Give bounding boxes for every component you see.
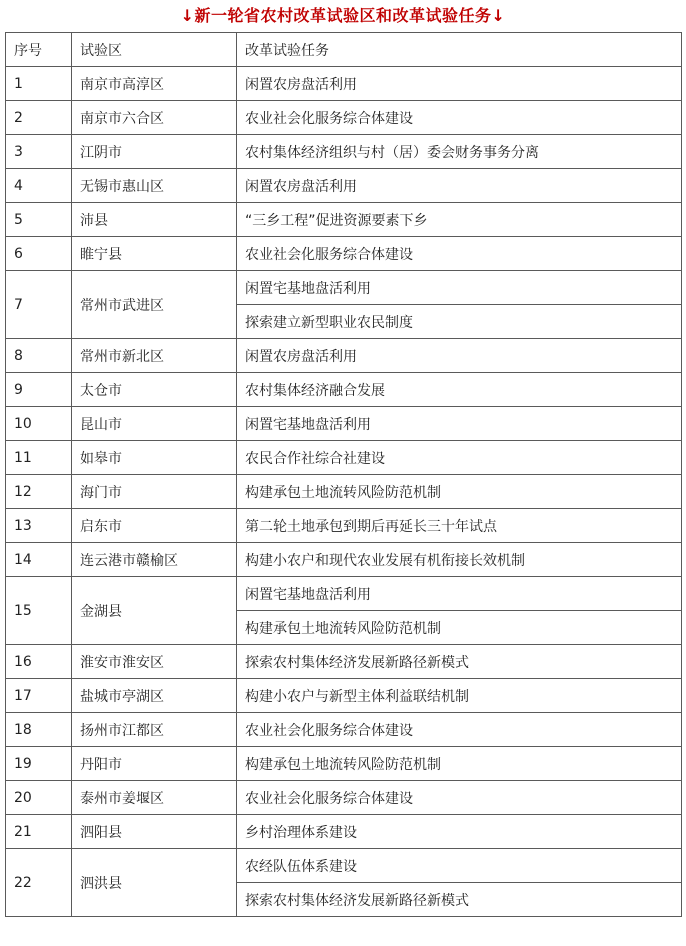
cell-number: 20 bbox=[6, 781, 72, 815]
column-header-trial-area: 试验区 bbox=[72, 33, 237, 67]
cell-trial-area: 泗阳县 bbox=[72, 815, 237, 849]
table-row bbox=[6, 237, 682, 271]
cell-trial-area: 常州市武进区 bbox=[72, 271, 237, 339]
cell-number: 3 bbox=[6, 135, 72, 169]
page-title: ↓新一轮省农村改革试验区和改革试验任务↓ bbox=[180, 6, 506, 25]
cell-trial-area: 泰州市姜堰区 bbox=[72, 781, 237, 815]
cell-number: 17 bbox=[6, 679, 72, 713]
cell-trial-area: 昆山市 bbox=[72, 407, 237, 441]
cell-reform-task: 农村集体经济融合发展 bbox=[237, 373, 682, 407]
table-row bbox=[6, 271, 682, 305]
table-row bbox=[6, 577, 682, 611]
table-row bbox=[6, 67, 682, 101]
table-row bbox=[6, 849, 682, 883]
cell-reform-task: 第二轮土地承包到期后再延长三十年试点 bbox=[237, 509, 682, 543]
table-row bbox=[6, 815, 682, 849]
cell-reform-task: 探索农村集体经济发展新路径新模式 bbox=[237, 645, 682, 679]
cell-reform-task: 农业社会化服务综合体建设 bbox=[237, 237, 682, 271]
cell-reform-task: 农村集体经济组织与村（居）委会财务事务分离 bbox=[237, 135, 682, 169]
cell-trial-area: 江阴市 bbox=[72, 135, 237, 169]
cell-reform-task: 农民合作社综合社建设 bbox=[237, 441, 682, 475]
cell-reform-task: 闲置宅基地盘活利用 bbox=[237, 271, 682, 305]
table-row bbox=[6, 679, 682, 713]
cell-reform-task: 探索农村集体经济发展新路径新模式 bbox=[237, 883, 682, 917]
cell-number: 21 bbox=[6, 815, 72, 849]
cell-reform-task: 闲置农房盘活利用 bbox=[237, 169, 682, 203]
cell-trial-area: 常州市新北区 bbox=[72, 339, 237, 373]
column-header-reform-task: 改革试验任务 bbox=[237, 33, 682, 67]
cell-number: 11 bbox=[6, 441, 72, 475]
table-row bbox=[6, 203, 682, 237]
cell-trial-area: 南京市高淳区 bbox=[72, 67, 237, 101]
cell-trial-area: 太仓市 bbox=[72, 373, 237, 407]
cell-number: 10 bbox=[6, 407, 72, 441]
cell-trial-area: 海门市 bbox=[72, 475, 237, 509]
table-row bbox=[6, 781, 682, 815]
cell-trial-area: 睢宁县 bbox=[72, 237, 237, 271]
cell-number: 22 bbox=[6, 849, 72, 917]
table-row bbox=[6, 373, 682, 407]
cell-reform-task: 构建承包土地流转风险防范机制 bbox=[237, 747, 682, 781]
cell-reform-task: “三乡工程”促进资源要素下乡 bbox=[237, 203, 682, 237]
cell-trial-area: 如皋市 bbox=[72, 441, 237, 475]
cell-number: 2 bbox=[6, 101, 72, 135]
cell-trial-area: 淮安市淮安区 bbox=[72, 645, 237, 679]
table-body bbox=[6, 67, 682, 917]
table-row bbox=[6, 509, 682, 543]
table-header-row bbox=[6, 33, 682, 67]
table-row bbox=[6, 169, 682, 203]
cell-number: 12 bbox=[6, 475, 72, 509]
table-row bbox=[6, 101, 682, 135]
cell-number: 18 bbox=[6, 713, 72, 747]
cell-trial-area: 启东市 bbox=[72, 509, 237, 543]
table-row bbox=[6, 475, 682, 509]
cell-trial-area: 丹阳市 bbox=[72, 747, 237, 781]
cell-trial-area: 无锡市惠山区 bbox=[72, 169, 237, 203]
cell-reform-task: 闲置农房盘活利用 bbox=[237, 339, 682, 373]
table-row bbox=[6, 747, 682, 781]
cell-number: 16 bbox=[6, 645, 72, 679]
cell-trial-area: 沛县 bbox=[72, 203, 237, 237]
cell-number: 14 bbox=[6, 543, 72, 577]
cell-reform-task: 闲置农房盘活利用 bbox=[237, 67, 682, 101]
cell-trial-area: 金湖县 bbox=[72, 577, 237, 645]
cell-number: 8 bbox=[6, 339, 72, 373]
cell-trial-area: 连云港市赣榆区 bbox=[72, 543, 237, 577]
cell-reform-task: 构建小农户与新型主体利益联结机制 bbox=[237, 679, 682, 713]
column-header-number: 序号 bbox=[6, 33, 72, 67]
table-row bbox=[6, 407, 682, 441]
table-row bbox=[6, 713, 682, 747]
table-row bbox=[6, 441, 682, 475]
cell-reform-task: 构建承包土地流转风险防范机制 bbox=[237, 611, 682, 645]
table-row bbox=[6, 339, 682, 373]
cell-number: 19 bbox=[6, 747, 72, 781]
cell-trial-area: 盐城市亭湖区 bbox=[72, 679, 237, 713]
cell-reform-task: 乡村治理体系建设 bbox=[237, 815, 682, 849]
cell-reform-task: 农业社会化服务综合体建设 bbox=[237, 781, 682, 815]
cell-number: 15 bbox=[6, 577, 72, 645]
table-row bbox=[6, 135, 682, 169]
cell-trial-area: 扬州市江都区 bbox=[72, 713, 237, 747]
cell-trial-area: 泗洪县 bbox=[72, 849, 237, 917]
reform-trial-table bbox=[5, 32, 682, 917]
cell-number: 4 bbox=[6, 169, 72, 203]
cell-reform-task: 探索建立新型职业农民制度 bbox=[237, 305, 682, 339]
cell-number: 7 bbox=[6, 271, 72, 339]
cell-number: 9 bbox=[6, 373, 72, 407]
cell-number: 5 bbox=[6, 203, 72, 237]
cell-number: 6 bbox=[6, 237, 72, 271]
cell-number: 13 bbox=[6, 509, 72, 543]
cell-reform-task: 农业社会化服务综合体建设 bbox=[237, 713, 682, 747]
table-row bbox=[6, 645, 682, 679]
cell-reform-task: 农经队伍体系建设 bbox=[237, 849, 682, 883]
cell-reform-task: 闲置宅基地盘活利用 bbox=[237, 577, 682, 611]
table-row bbox=[6, 543, 682, 577]
cell-reform-task: 构建承包土地流转风险防范机制 bbox=[237, 475, 682, 509]
cell-reform-task: 闲置宅基地盘活利用 bbox=[237, 407, 682, 441]
cell-reform-task: 构建小农户和现代农业发展有机衔接长效机制 bbox=[237, 543, 682, 577]
cell-number: 1 bbox=[6, 67, 72, 101]
cell-trial-area: 南京市六合区 bbox=[72, 101, 237, 135]
cell-reform-task: 农业社会化服务综合体建设 bbox=[237, 101, 682, 135]
